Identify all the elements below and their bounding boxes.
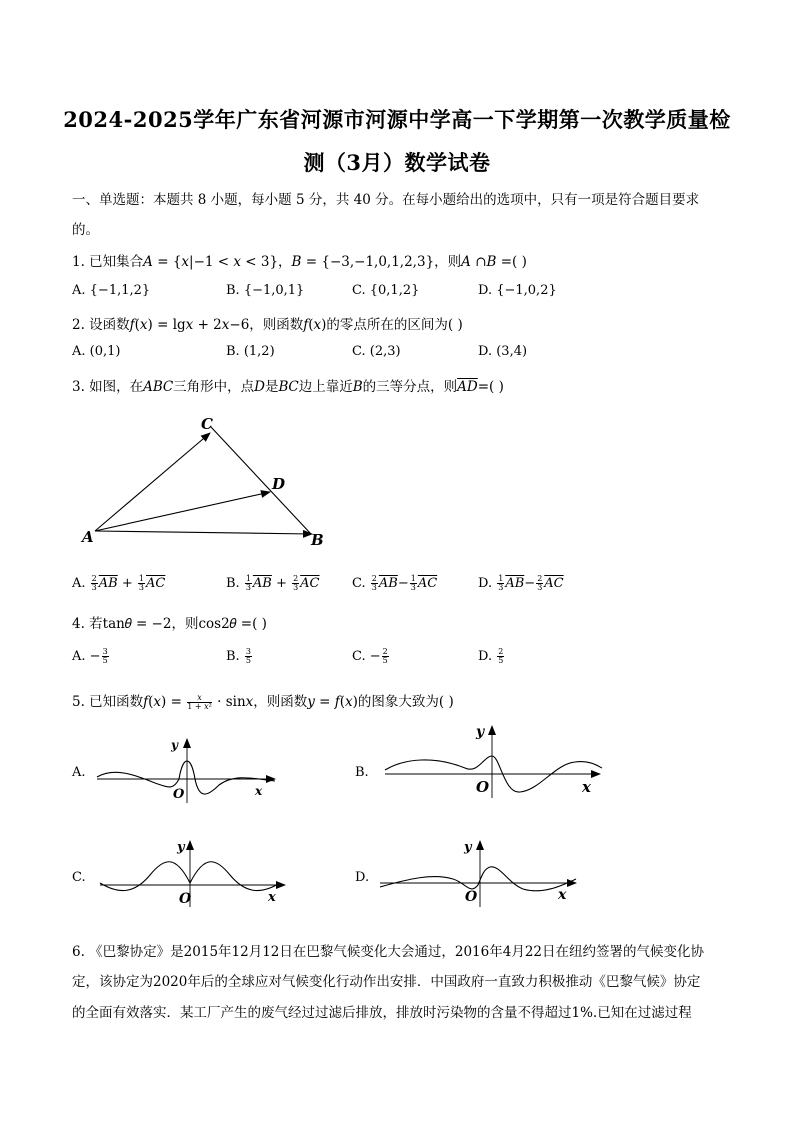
q5c-y-label: y (177, 840, 185, 855)
q5c-x-label: x (268, 890, 276, 905)
q4-stem: 4. 若tan𝜃 = −2，则cos2𝜃 =( ) (72, 616, 267, 632)
label-a: A (82, 528, 94, 546)
q3-stem-vector: $\overline{AD}$ (457, 379, 478, 395)
q5-option-a-label: A. (72, 765, 86, 780)
q5-option-c-graph (95, 835, 295, 910)
q3-stem (72, 375, 504, 395)
triangle-diagram (80, 410, 330, 550)
q5-option-b-graph (380, 720, 610, 800)
q3-stem-text: 3. 如图，在𝐴𝐵𝐶三角形中，点𝐷是𝐵𝐶边上靠近𝐵的三等分点，则 (72, 379, 458, 395)
exam-title-line2: 测（3月）数学试卷 (303, 150, 491, 175)
q1-stem: 1. 已知集合𝐴 = {𝑥|−1 < 𝑥 < 3}，𝐵 = {−3,−1,0,1,2,3}，则𝐴 ∩𝐵 =( ) (72, 254, 527, 270)
q5a-x-label: x (255, 784, 263, 798)
label-d: D (272, 475, 286, 493)
q5b-y-label: y (476, 724, 485, 740)
q5-option-a-graph (95, 735, 285, 805)
q3-option-b: B. $\frac{1}{3}$ $\overline{AB}$ + $\frac{2}{3}$ $\overline{AC}$ (226, 574, 320, 592)
q2-stem: 2. 设函数𝑓(𝑥) = lg𝑥 + 2𝑥−6，则函数𝑓(𝑥)的零点所在的区间为( ) (72, 317, 463, 333)
q6-line2: 定，该协定为2020年后的全球应对气候变化行动作出安排．中国政府一直致力积极推动《巴黎气候》协定 (72, 974, 701, 990)
q1-option-c: C. {0,1,2} (352, 283, 420, 298)
q1-option-a: A. {−1,1,2} (72, 283, 151, 298)
vector-ac (95, 433, 210, 531)
q3-option-c: C. $\frac{2}{3}$ $\overline{AB}-$ $\frac{1}{3}$ $\overline{AC}$ (352, 574, 438, 592)
label-b: B (311, 531, 324, 549)
q4-option-d: D. $\frac{2}{5}$ (478, 647, 504, 665)
segment-cb (211, 427, 311, 534)
section1-instruction-cont: 的。 (72, 222, 99, 238)
q5-option-b-label: B. (355, 765, 369, 780)
vector-ab (95, 531, 312, 534)
q5b-x-label: x (582, 778, 591, 796)
q5c-origin-label: O (179, 891, 192, 907)
q6-line3: 的全面有效落实．某工厂产生的废气经过过滤后排放，排放时污染物的含量不得超过1%.已知在过滤过程 (72, 1005, 692, 1021)
q4-option-a: A. − $\frac{3}{5}$ (72, 647, 108, 665)
q5-stem: 5. 已知函数𝑓(𝑥) = $\frac{\text{𝑥}}{\text{1 + 𝑥²}}$ · sin𝑥，则函数𝑦 = 𝑓(𝑥)的图象大致为( ) (72, 693, 454, 711)
q5d-origin-label: O (465, 889, 478, 905)
q5-option-c-label: C. (72, 870, 86, 885)
exam-title-line1: 2024-2025学年广东省河源市河源中学高一下学期第一次教学质量检 (63, 107, 731, 132)
q5a-origin-label: O (173, 787, 185, 802)
q2-option-c: C. (2,3) (352, 344, 401, 359)
vector-ad (95, 492, 270, 531)
q5-option-d-label: D. (355, 870, 370, 885)
q4-option-b: B. $\frac{3}{5}$ (226, 647, 251, 665)
q6-line1: 6. 《巴黎协定》是2015年12月12日在巴黎气候变化大会通过，2016年4月22日在纽约签署的气候变化协 (72, 944, 705, 960)
q2-option-a: A. (0,1) (72, 344, 121, 359)
q5d-x-label: x (558, 887, 567, 903)
label-c: C (201, 415, 213, 433)
section1-instruction: 一、单选题：本题共 8 小题，每小题 5 分，共 40 分。在每小题给出的选项中，只有一项是符合题目要求 (72, 192, 700, 208)
q5-option-d-graph (378, 835, 588, 910)
q5b-origin-label: O (476, 778, 490, 796)
q3-option-a: A. $\frac{2}{3}$ $\overline{AB}$ + $\frac{1}{3}$ $\overline{AC}$ (72, 574, 166, 592)
q3-option-d: D. $\frac{1}{3}$ $\overline{AB}-$ $\frac{2}{3}$ $\overline{AC}$ (478, 574, 564, 592)
q5a-y-label: y (171, 738, 178, 752)
q1-option-d: D. {−1,0,2} (478, 283, 557, 298)
q2-option-b: B. (1,2) (226, 344, 275, 359)
q5d-y-label: y (464, 840, 472, 855)
q4-option-c: C. − $\frac{2}{5}$ (352, 647, 388, 665)
q1-option-b: B. {−1,0,1} (226, 283, 305, 298)
q2-option-d: D. (3,4) (478, 344, 528, 359)
q3-stem-end: =( ) (477, 379, 504, 395)
